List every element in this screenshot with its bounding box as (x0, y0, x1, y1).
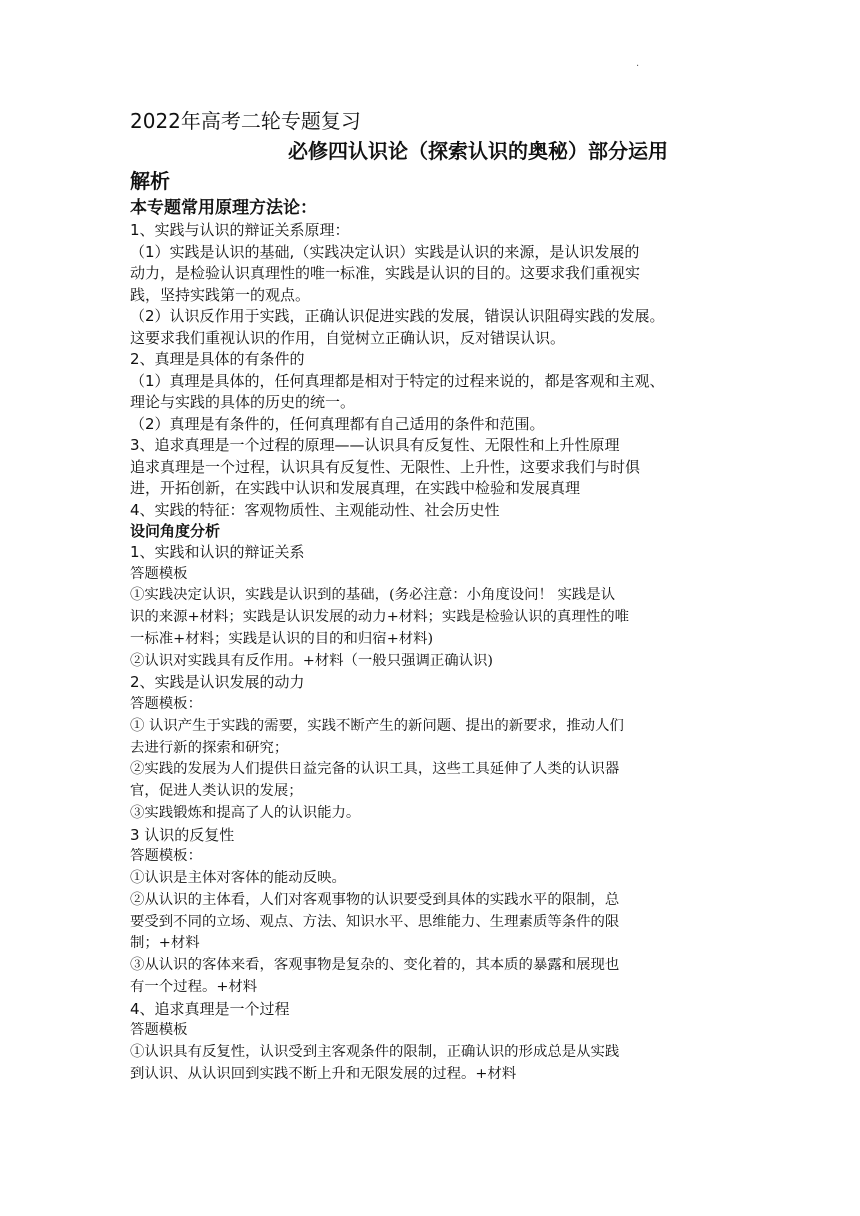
principle-1b-line1: （2）认识反作用于实践，正确认识促进实践的发展，错误认识阻碍实践的发展。 (130, 307, 665, 325)
document-title-line3: 解析 (130, 169, 170, 193)
principle-4: 4、实践的特征：客观物质性、主观能动性、社会历史性 (130, 500, 500, 519)
principle-1a-line3: 践，坚持实践第一的观点。 (130, 285, 311, 304)
principle-1b-line2: 这要求我们重视认识的作用，自觉树立正确认识，反对错误认识。 (130, 328, 566, 347)
principle-1a-line2: 动力，是检验认识真理性的唯一标准，实践是认识的目的。这要求我们重视实 (130, 264, 641, 282)
question-2a-line2: 去进行新的探索和研究； (130, 739, 289, 756)
question-1a-line3: 一标准+材料；实践是认识的目的和归宿+材料) (130, 630, 434, 647)
question-3b-line3: 制；+材料 (130, 935, 200, 952)
question-3-template-label: 答题模板： (130, 848, 202, 865)
question-1b: ②认识对实践具有反作用。+材料（一般只强调正确认识) (130, 652, 494, 669)
question-3c-line2: 有一个过程。+材料 (130, 979, 258, 996)
question-2b-line1: ②实践的发展为人们提供日益完备的认识工具，这些工具延伸了人类的认识器 (130, 761, 620, 778)
question-3c-line1: ③从认识的客体来看，客观事物是复杂的、变化着的，其本质的暴露和展现也 (130, 957, 620, 974)
principle-2b: （2）真理是有条件的，任何真理都有自己适用的条件和范围。 (130, 414, 545, 433)
principle-3-line2: 进，开拓创新，在实践中认识和发展真理，在实践中检验和发展真理 (130, 479, 581, 497)
question-2b-line2: 官，促进人类认识的发展； (130, 783, 303, 800)
question-2-template-label: 答题模板： (130, 695, 202, 712)
question-3-heading: 3 认识的反复性 (130, 825, 235, 844)
principle-3-heading: 3、追求真理是一个过程的原理——认识具有反复性、无限性和上升性原理 (130, 436, 620, 454)
question-1a-line1: ①实践决定认识，实践是认识到的基础，(务必注意：小角度设问！ 实践是认 (130, 587, 616, 604)
page-mark: . (636, 58, 640, 69)
question-3a: ①认识是主体对客体的能动反映。 (130, 870, 346, 887)
question-4a-line2: 到认识、从认识回到实践不断上升和无限发展的过程。+材料 (130, 1065, 517, 1082)
section-heading-angles: 设问角度分析 (130, 522, 221, 540)
question-4-template-label: 答题模板 (130, 1022, 188, 1039)
question-4-heading: 4、追求真理是一个过程 (130, 999, 290, 1018)
document-body (130, 106, 730, 1086)
principle-1-heading: 1、实践与认识的辩证关系原理： (130, 221, 350, 239)
question-2-heading: 2、实践是认识发展的动力 (130, 673, 305, 692)
principle-2a-line2: 理论与实践的具体的历史的统一。 (130, 393, 356, 411)
question-4a-line1: ①认识具有反复性，认识受到主客观条件的限制，正确认识的形成总是从实践 (130, 1044, 620, 1061)
question-1-template-label: 答题模板 (130, 565, 188, 582)
document-title-line1: 2022年高考二轮专题复习 (130, 109, 361, 133)
question-3b-line1: ②从认识的主体看，人们对客观事物的认识要受到具体的实践水平的限制，总 (130, 891, 620, 908)
principle-2-heading: 2、真理是具体的有条件的 (130, 350, 305, 368)
document-title-line2: 必修四认识论（探索认识的奥秘）部分运用 (288, 139, 668, 163)
question-1-heading: 1、实践和认识的辩证关系 (130, 543, 305, 561)
question-3b-line2: 要受到不同的立场、观点、方法、知识水平、思维能力、生理素质等条件的限 (130, 913, 620, 930)
principle-3-line1: 追求真理是一个过程，认识具有反复性、无限性、上升性，这要求我们与时俱 (130, 457, 641, 476)
section-heading-principles: 本专题常用原理方法论： (130, 198, 317, 218)
question-2c: ③实践锻炼和提高了人的认识能力。 (130, 804, 361, 821)
question-1a-line2: 识的来源+材料；实践是认识发展的动力+材料；实践是检验认识的真理性的唯 (130, 609, 630, 626)
question-2a-line1: ① 认识产生于实践的需要，实践不断产生的新问题、提出的新要求，推动人们 (130, 717, 624, 734)
principle-1a-line1: （1）实践是认识的基础,（实践决定认识）实践是认识的来源，是认识发展的 (130, 242, 640, 261)
principle-2a-line1: （1）真理是具体的，任何真理都是相对于特定的过程来说的，都是客观和主观、 (130, 371, 665, 390)
